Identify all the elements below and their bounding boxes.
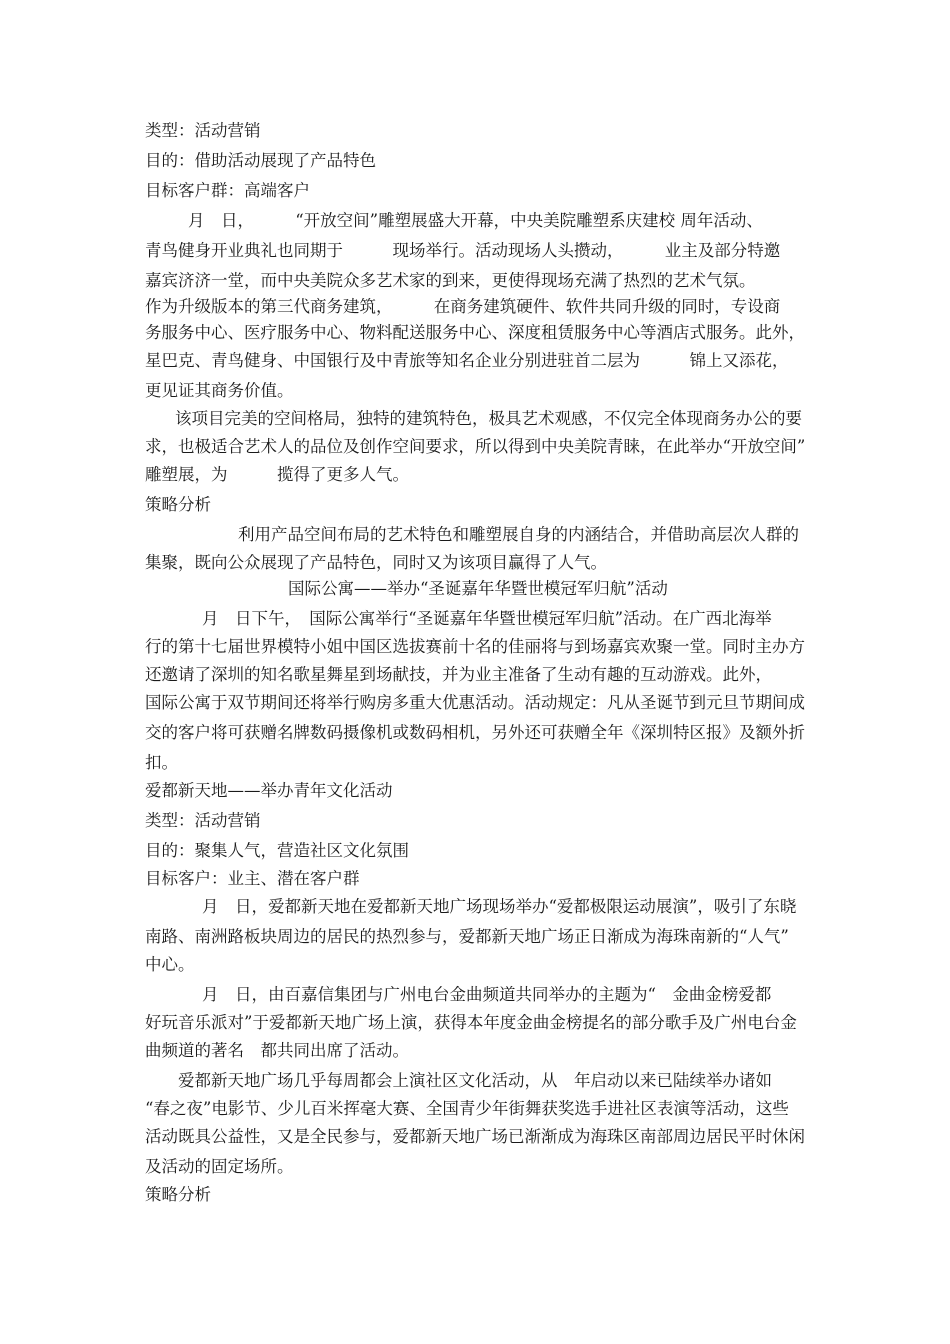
paragraph-line: 扣。 — [145, 753, 178, 772]
paragraph-line: 该项目完美的空间格局，独特的建筑特色，极具艺术观感，不仅完全体现商务办公的要 — [175, 409, 802, 428]
paragraph-line: 作为升级版本的第三代商务建筑， 在商务建筑硬件、软件共同升级的同时，专设商 — [145, 297, 781, 316]
paragraph-line: 爱都新天地广场几乎每周都会上演社区文化活动，从 年启动以来已陆续举办诸如 — [178, 1071, 772, 1090]
line-purpose-2: 目的：聚集人气，营造社区文化氛围 — [145, 841, 409, 860]
paragraph-line: 集聚，既向公众展现了产品特色，同时又为该项目赢得了人气。 — [145, 553, 607, 572]
paragraph-line: 曲频道的著名 都共同出席了活动。 — [145, 1041, 409, 1060]
section-heading: 策略分析 — [145, 1185, 211, 1204]
paragraph-line: 更见证其商务价值。 — [145, 381, 294, 400]
line-type-1: 类型：活动营销 — [145, 121, 261, 140]
paragraph-line: 月 日下午， 国际公寓举行“圣诞嘉年华暨世模冠军归航”活动。在广西北海举 — [202, 609, 772, 628]
paragraph-line: 南路、南洲路板块周边的居民的热烈参与，爱都新天地广场正日渐成为海珠南新的“人气” — [145, 927, 789, 946]
case-title: 爱都新天地——举办青年文化活动 — [145, 781, 393, 800]
paragraph-line: 利用产品空间布局的艺术特色和雕塑展自身的内涵结合，并借助高层次人群的 — [238, 525, 799, 544]
paragraph-line: 月 日，由百嘉信集团与广州电台金曲频道共同举办的主题为“ 金曲金榜爱都 — [202, 985, 772, 1004]
paragraph-line: 月 日， “开放空间”雕塑展盛大开幕，中央美院雕塑系庆建校 周年活动、 — [188, 211, 763, 230]
paragraph-line: 活动既具公益性，又是全民参与，爱都新天地广场已渐渐成为海珠区南部周边居民平时休闲 — [145, 1127, 805, 1146]
paragraph-line: 中心。 — [145, 955, 195, 974]
paragraph-line: 求，也极适合艺术人的品位及创作空间要求，所以得到中央美院青睐，在此举办“开放空间” — [145, 437, 806, 456]
paragraph-line: 还邀请了深圳的知名歌星舞星到场献技，并为业主准备了生动有趣的互动游戏。此外， — [145, 665, 772, 684]
paragraph-line: 及活动的固定场所。 — [145, 1157, 294, 1176]
paragraph-line: 务服务中心、医疗服务中心、物料配送服务中心、深度租赁服务中心等酒店式服务。此外， — [145, 323, 805, 342]
paragraph-line: 国际公寓于双节期间还将举行购房多重大优惠活动。活动规定：凡从圣诞节到元旦节期间成 — [145, 693, 805, 712]
paragraph-line: 星巴克、青鸟健身、中国银行及中青旅等知名企业分别进驻首二层为 锦上又添花， — [145, 351, 789, 370]
paragraph-line: 交的客户将可获赠名牌数码摄像机或数码相机，另外还可获赠全年《深圳特区报》及额外折 — [145, 723, 805, 742]
line-purpose-1: 目的：借助活动展现了产品特色 — [145, 151, 376, 170]
line-target-2: 目标客户：业主、潜在客户群 — [145, 869, 360, 888]
section-heading: 策略分析 — [145, 495, 211, 514]
line-type-2: 类型：活动营销 — [145, 811, 261, 830]
paragraph-line: 青鸟健身开业典礼也同期于 现场举行。活动现场人头攒动， 业主及部分特邀 — [145, 241, 781, 260]
case-title: 国际公寓——举办“圣诞嘉年华暨世模冠军归航”活动 — [288, 579, 668, 598]
line-target-1: 目标客户群：高端客户 — [145, 181, 310, 200]
paragraph-line: “春之夜”电影节、少儿百米挥毫大赛、全国青少年街舞获奖选手进社区表演等活动，这些 — [145, 1099, 789, 1118]
paragraph-line: 月 日，爱都新天地在爱都新天地广场现场举办“爱都极限运动展演”，吸引了东晓 — [202, 897, 797, 916]
paragraph-line: 雕塑展，为 揽得了更多人气。 — [145, 465, 409, 484]
paragraph-line: 行的第十七届世界模特小姐中国区选拔赛前十名的佳丽将与到场嘉宾欢聚一堂。同时主办方 — [145, 637, 805, 656]
paragraph-line: 好玩音乐派对”于爱都新天地广场上演，获得本年度金曲金榜提名的部分歌手及广州电台金 — [145, 1013, 797, 1032]
paragraph-line: 嘉宾济济一堂，而中央美院众多艺术家的到来，更使得现场充满了热烈的艺术气氛。 — [145, 271, 756, 290]
